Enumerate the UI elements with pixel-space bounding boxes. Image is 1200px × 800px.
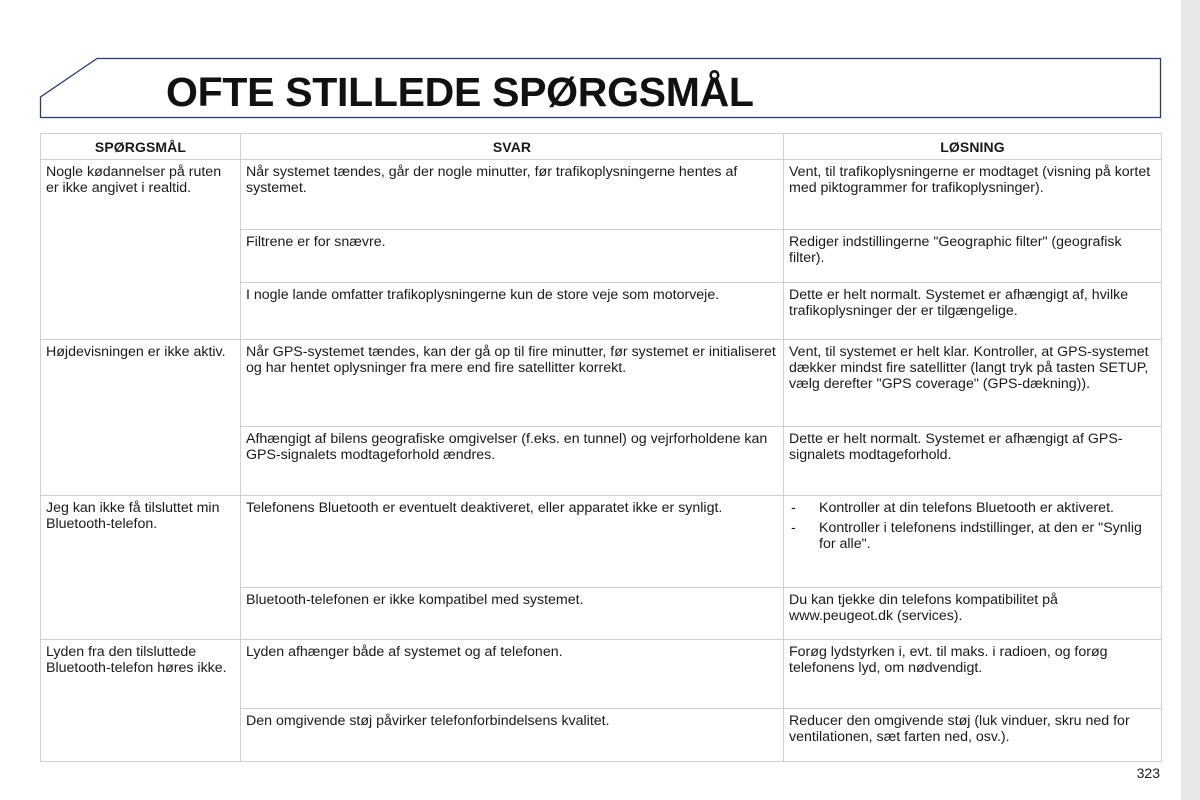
answer-cell: Lyden afhænger både af systemet og af telefonen. — [241, 640, 784, 709]
answer-cell: Filtrene er for snævre. — [241, 230, 784, 283]
solution-cell: Vent, til trafikoplysningerne er modtaget (visning på kortet med piktogrammer for trafikoplysninger). — [784, 160, 1162, 230]
table-row — [41, 640, 1162, 709]
page-title: OFTE STILLEDE SPØRGSMÅL — [166, 69, 754, 115]
solution-cell: Rediger indstillingerne "Geographic filter" (geografisk filter). — [784, 230, 1162, 283]
question-cell: Lyden fra den tilsluttede Bluetooth-telefon høres ikke. — [41, 640, 241, 762]
table-row — [41, 339, 1162, 426]
solution-cell — [784, 496, 1162, 588]
solution-cell: Forøg lydstyrken i, evt. til maks. i radioen, og forøg telefonens lyd, om nødvendigt. — [784, 640, 1162, 709]
answer-cell: Når systemet tændes, går der nogle minutter, før trafikoplysningerne hentes af systemet. — [241, 160, 784, 230]
question-cell: Højdevisningen er ikke aktiv. — [41, 339, 241, 495]
faq-table — [40, 133, 1162, 762]
answer-cell: Når GPS-systemet tændes, kan der gå op til fire minutter, før systemet er initialiseret og har hentet oplysninger fra mere end fire satellitter korrekt. — [241, 339, 784, 426]
answer-cell: Bluetooth-telefonen er ikke kompatibel med systemet. — [241, 588, 784, 640]
solution-cell: Dette er helt normalt. Systemet er afhængigt af, hvilke trafikoplysninger der er tilgængelige. — [784, 282, 1162, 339]
solution-bullet: - Kontroller i telefonens indstillinger, at den er "Synlig for alle". — [789, 520, 1156, 552]
answer-cell: Afhængigt af bilens geografiske omgivelser (f.eks. en tunnel) og vejrforholdene kan GPS-signalets modtageforhold ændres. — [241, 426, 784, 495]
answer-cell: I nogle lande omfatter trafikoplysningerne kun de store veje som motorveje. — [241, 282, 784, 339]
table-row — [41, 496, 1162, 588]
solution-cell: Vent, til systemet er helt klar. Kontroller, at GPS-systemet dækker mindst fire satellitter (langt tryk på tasten SETUP, vælg derefter "GPS coverage" (GPS-dækning)). — [784, 339, 1162, 426]
answer-cell: Den omgivende støj påvirker telefonforbindelsens kvalitet. — [241, 709, 784, 762]
solution-bullet: - Kontroller at din telefons Bluetooth er aktiveret. — [789, 500, 1156, 516]
table-row — [41, 160, 1162, 230]
page-number: 323 — [1136, 765, 1160, 781]
solution-cell: Reducer den omgivende støj (luk vinduer, skru ned for ventilationen, sæt farten ned, osv.). — [784, 709, 1162, 762]
column-header-question: SPØRGSMÅL — [41, 134, 241, 160]
solution-cell: Dette er helt normalt. Systemet er afhængigt af GPS-signalets modtageforhold. — [784, 426, 1162, 495]
solution-cell: Du kan tjekke din telefons kompatibilitet på www.peugeot.dk (services). — [784, 588, 1162, 640]
table-header-row — [41, 134, 1162, 160]
column-header-answer: SVAR — [241, 134, 784, 160]
question-cell: Jeg kan ikke få tilsluttet min Bluetooth-telefon. — [41, 496, 241, 640]
question-cell: Nogle kødannelser på ruten er ikke angivet i realtid. — [41, 160, 241, 340]
solution-bullet-list — [789, 500, 1156, 552]
column-header-solution: LØSNING — [784, 134, 1162, 160]
answer-cell: Telefonens Bluetooth er eventuelt deaktiveret, eller apparatet ikke er synligt. — [241, 496, 784, 588]
